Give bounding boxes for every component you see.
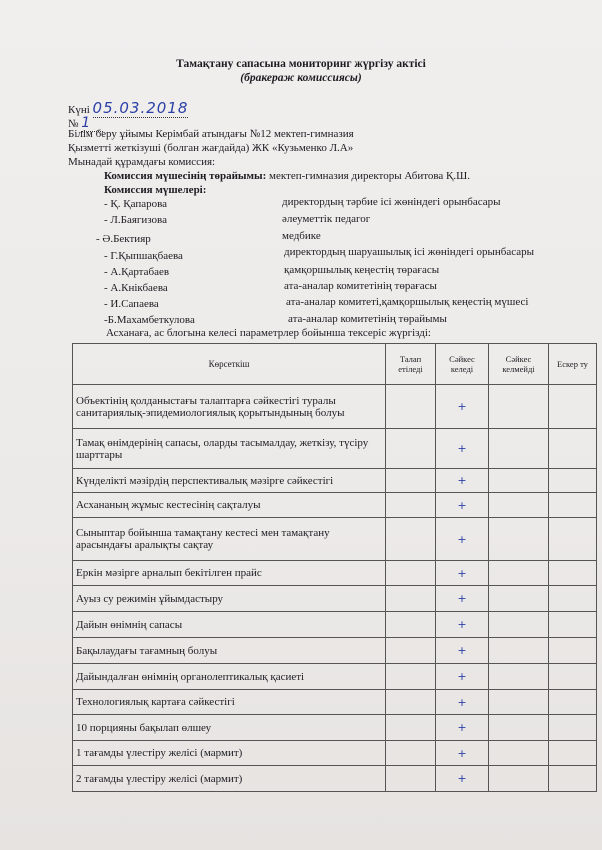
required-cell: [386, 518, 436, 561]
compliant-mark: +: [436, 664, 489, 690]
date-label: Күні: [68, 104, 90, 116]
member-role: ата-аналар комитеті,қамқоршылық кеңестің мүшесі: [286, 296, 529, 308]
date-value: 05.03.2018: [92, 99, 189, 117]
member-role: директордың тәрбие ісі жөніндегі орынбасары: [282, 196, 501, 208]
note-cell: [549, 429, 597, 469]
member-role: ата-аналар комитетінің төрағасы: [284, 280, 437, 292]
column-header: Көрсеткіш: [73, 344, 386, 385]
inspection-line: Асханаға, ас блогына келесі параметрлер бойынша тексеріс жүргізді:: [106, 327, 431, 339]
required-cell: [386, 766, 436, 792]
indicator-cell: Дайындалған өнімнің органолептикалық қасиеті: [73, 664, 386, 690]
note-cell: [549, 766, 597, 792]
number-label: №: [68, 118, 79, 130]
table-row: [73, 741, 597, 766]
indicator-cell: Еркін мәзірге арналып бекітілген прайс: [73, 561, 386, 586]
required-cell: [386, 586, 436, 612]
noncompliant-cell: [489, 741, 549, 766]
noncompliant-cell: [489, 586, 549, 612]
member-role: директордың шаруашылық ісі жөніндегі орынбасары: [284, 246, 535, 258]
required-cell: [386, 664, 436, 690]
note-cell: [549, 638, 597, 664]
table-row: [73, 469, 597, 493]
required-cell: [386, 469, 436, 493]
table-row: [73, 612, 597, 638]
compliant-mark: +: [436, 715, 489, 741]
noncompliant-cell: [489, 690, 549, 715]
noncompliant-cell: [489, 715, 549, 741]
compliant-mark: +: [436, 469, 489, 493]
column-header: Сәйкес келмейді: [489, 344, 549, 385]
indicator-cell: 10 порцияны бақылап өлшеу: [73, 715, 386, 741]
indicator-cell: Объектінің қолданыстағы талаптарға сәйкестігі туралы санитариялық-эпидемиологиялық қорытындының болуы: [73, 385, 386, 429]
indicator-cell: Дайын өнімнің сапасы: [73, 612, 386, 638]
table-row: [73, 690, 597, 715]
member-name: - Г.Қыпшақбаева: [104, 250, 183, 262]
indicator-cell: Ауыз су режимін ұйымдастыру: [73, 586, 386, 612]
note-cell: [549, 715, 597, 741]
noncompliant-cell: [489, 429, 549, 469]
document-title: Тамақтану сапасына мониторинг жүргізу актісі: [176, 58, 426, 70]
indicator-cell: 1 тағамды үлестіру желісі (мармит): [73, 741, 386, 766]
noncompliant-cell: [489, 385, 549, 429]
table-header-row: [73, 344, 597, 385]
composition-line: Мынадай құрамдағы комиссия:: [68, 156, 216, 168]
compliant-mark: +: [436, 741, 489, 766]
provider-line: Қызметті жеткізуші (болган жағдайда) ЖК «Кузьменко Л.А»: [68, 142, 354, 154]
required-cell: [386, 493, 436, 518]
column-header: Сәйкес келеді: [436, 344, 489, 385]
noncompliant-cell: [489, 638, 549, 664]
noncompliant-cell: [489, 469, 549, 493]
compliant-mark: +: [436, 612, 489, 638]
required-cell: [386, 612, 436, 638]
member-role: әлеуметтік педагог: [282, 213, 371, 225]
member-role: қамқоршылық кеңестің төрағасы: [284, 264, 440, 276]
noncompliant-cell: [489, 561, 549, 586]
noncompliant-cell: [489, 493, 549, 518]
compliant-mark: +: [436, 518, 489, 561]
note-cell: [549, 664, 597, 690]
required-cell: [386, 561, 436, 586]
member-role: медбике: [282, 230, 321, 242]
note-cell: [549, 690, 597, 715]
table-row: [73, 715, 597, 741]
table-row: [73, 561, 597, 586]
required-cell: [386, 429, 436, 469]
compliant-mark: +: [436, 690, 489, 715]
table-row: [73, 664, 597, 690]
member-name: - А.Кнікбаева: [104, 282, 168, 294]
table-row: [73, 766, 597, 792]
note-cell: [549, 385, 597, 429]
chair-label: Комиссия мүшесінің төрайымы:: [104, 170, 267, 182]
noncompliant-cell: [489, 664, 549, 690]
member-name: - И.Сапаева: [104, 298, 159, 310]
note-cell: [549, 469, 597, 493]
noncompliant-cell: [489, 518, 549, 561]
table-row: [73, 429, 597, 469]
compliant-mark: +: [436, 766, 489, 792]
note-cell: [549, 612, 597, 638]
document-subtitle: (бракераж комиссиясы): [240, 72, 362, 84]
note-cell: [549, 561, 597, 586]
note-cell: [549, 493, 597, 518]
table-row: [73, 518, 597, 561]
noncompliant-cell: [489, 612, 549, 638]
required-cell: [386, 385, 436, 429]
compliant-mark: +: [436, 493, 489, 518]
chair-value: мектеп-гимназия директоры Абитова Қ.Ш.: [269, 170, 470, 182]
members-label: Комиссия мүшелері:: [104, 184, 207, 196]
noncompliant-cell: [489, 766, 549, 792]
table-row: [73, 385, 597, 429]
required-cell: [386, 715, 436, 741]
chair-row: [104, 170, 470, 182]
indicator-cell: Технологиялық картаға сәйкестігі: [73, 690, 386, 715]
required-cell: [386, 638, 436, 664]
member-name: - А.Қартабаев: [104, 266, 170, 278]
column-header: Ескер ту: [549, 344, 597, 385]
compliant-mark: +: [436, 638, 489, 664]
school-line: Білім беру ұйымы Керімбай атындағы №12 мектеп-гимназия: [68, 128, 354, 140]
member-name: - Л.Баягизова: [104, 214, 167, 226]
table-row: [73, 586, 597, 612]
table-row: [73, 638, 597, 664]
number-value: 1: [81, 115, 103, 132]
member-name: - Қ. Қапарова: [104, 198, 168, 210]
member-name: -Б.Махамбеткулова: [104, 314, 195, 326]
required-cell: [386, 690, 436, 715]
compliant-mark: +: [436, 586, 489, 612]
note-cell: [549, 518, 597, 561]
indicator-cell: Күнделікті мәзірдің перспективалық мәзірге сәйкестігі: [73, 469, 386, 493]
column-header: Талап етіледі: [386, 344, 436, 385]
indicator-cell: 2 тағамды үлестіру желісі (мармит): [73, 766, 386, 792]
note-cell: [549, 741, 597, 766]
member-name: - Ә.Бектияр: [96, 233, 151, 245]
indicator-cell: Сыныптар бойынша тамақтану кестесі мен тамақтану арасындағы аралықты сақтау: [73, 518, 386, 561]
inspection-table: [72, 343, 597, 792]
table-row: [73, 493, 597, 518]
compliant-mark: +: [436, 385, 489, 429]
indicator-cell: Тамақ өнімдерінің сапасы, оларды тасымалдау, жеткізу, түсіру шарттары: [73, 429, 386, 469]
compliant-mark: +: [436, 429, 489, 469]
indicator-cell: Асхананың жұмыс кестесінің сақталуы: [73, 493, 386, 518]
member-role: ата-аналар комитетінің төрайымы: [288, 313, 447, 325]
note-cell: [549, 586, 597, 612]
indicator-cell: Бақылаудағы тағамның болуы: [73, 638, 386, 664]
compliant-mark: +: [436, 561, 489, 586]
required-cell: [386, 741, 436, 766]
